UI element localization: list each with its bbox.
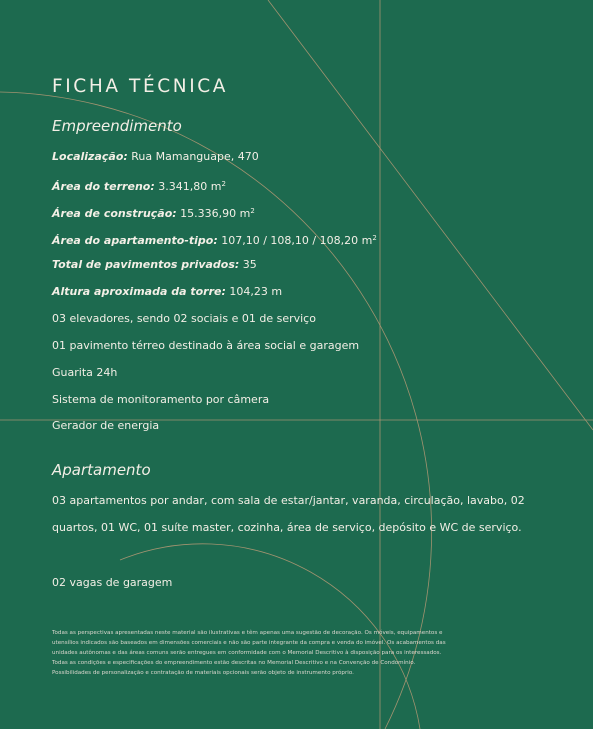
- disclaimer-line: unidades autônomas e das áreas comuns serão entregues em conformidade com o Memorial Descritivo à disposição para os interessados.: [52, 650, 442, 656]
- apartment-parking: 02 vagas de garagem: [52, 576, 173, 589]
- disclaimer-line: Possibilidades de personalização e contratação de materiais opcionais serão objeto de instrumento próprio.: [52, 670, 354, 676]
- spec-item-area-terreno: Área do terreno: 3.341,80 $m^2$: [52, 180, 226, 193]
- apartment-description-line-2: quartos, 01 WC, 01 suíte master, cozinha, área de serviço, depósito e WC de serviço.: [52, 521, 522, 534]
- spec-item-pavimentos: Total de pavimentos privados: 35: [52, 258, 257, 271]
- decorative-diagonal-line: [268, 0, 593, 430]
- feature-terreo: 01 pavimento térreo destinado à área social e garagem: [52, 339, 360, 352]
- feature-gerador: Gerador de energia: [52, 419, 160, 432]
- disclaimer-line: utensílios indicados são baseados em dimensões comerciais e não são parte integrante da compra e venda do imóvel. Os acabamentos das: [52, 640, 446, 646]
- feature-monitoramento: Sistema de monitoramento por câmera: [52, 393, 270, 406]
- feature-guarita: Guarita 24h: [52, 366, 118, 379]
- section-heading-empreendimento: Empreendimento: [52, 117, 182, 135]
- page-title: FICHA TÉCNICA: [52, 76, 229, 97]
- apartment-description-line-1: 03 apartamentos por andar, com sala de estar/jantar, varanda, circulação, lavabo, 02: [52, 494, 525, 507]
- section-heading-apartamento: Apartamento: [52, 461, 151, 479]
- feature-elevadores: 03 elevadores, sendo 02 sociais e 01 de serviço: [52, 312, 316, 325]
- spec-item-area-construcao: Área de construção: 15.336,90 $m^2$: [52, 207, 255, 220]
- disclaimer: [52, 628, 532, 678]
- spec-item-altura: Altura aproximada da torre: 104,23 m: [52, 285, 283, 298]
- spec-item-localizacao: Localização: Rua Mamanguape, 470: [52, 150, 259, 163]
- disclaimer-line: Todas as perspectivas apresentadas neste material são ilustrativas e têm apenas uma sugestão de decoração. Os móveis, equipamentos e: [52, 630, 443, 636]
- spec-item-area-apartamento: Área do apartamento-tipo: 107,10 / 108,10 / 108,20 $m^2$: [52, 234, 377, 247]
- disclaimer-line: Todas as condições e especificações do empreendimento estão descritas no Memorial Descritivo e na Convenção de Condomínio.: [52, 660, 416, 666]
